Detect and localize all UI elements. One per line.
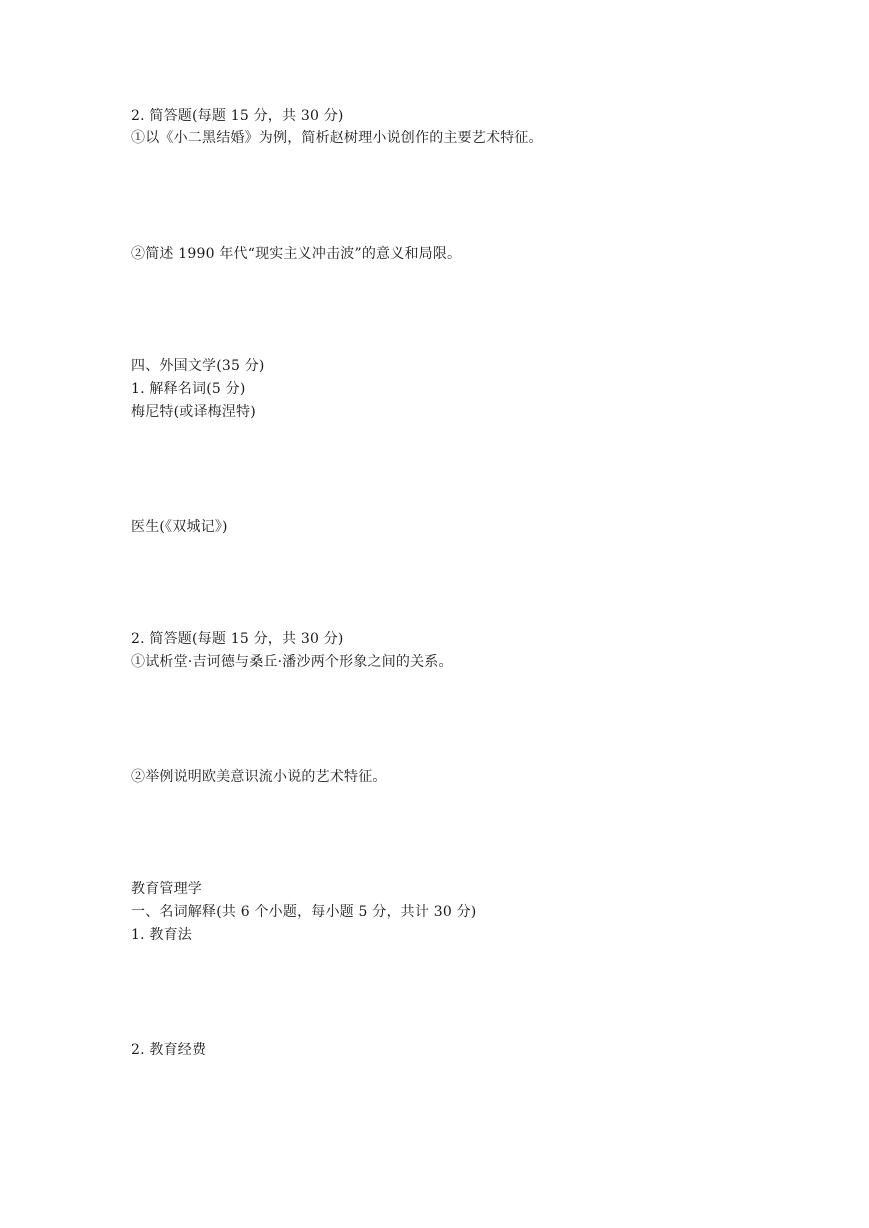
- question-stream-of-consciousness: ②举例说明欧美意识流小说的艺术特征。: [131, 769, 387, 785]
- section-heading-short-answer-2: 2. 简答题(每题 15 分，共 30 分): [131, 631, 344, 647]
- term-manette: 梅尼特(或译梅涅特): [131, 404, 256, 420]
- section-heading-foreign-literature: 四、外国文学(35 分): [131, 358, 265, 374]
- section-heading-term-explanation: 一、名词解释(共 6 个小题，每小题 5 分，共计 30 分): [131, 904, 477, 920]
- question-don-quixote: ①试析堂·吉诃德与桑丘·潘沙两个形象之间的关系。: [131, 654, 453, 670]
- section-heading-short-answer: 2. 简答题(每题 15 分，共 30 分): [131, 108, 344, 124]
- subsection-heading-term-explanation: 1. 解释名词(5 分): [131, 381, 246, 397]
- term-education-law: 1. 教育法: [131, 927, 193, 943]
- term-doctor: 医生(《双城记》): [131, 519, 228, 535]
- question-zhao-shuli: ①以《小二黑结婚》为例，简析赵树理小说创作的主要艺术特征。: [131, 130, 543, 146]
- term-education-funding: 2. 教育经费: [131, 1042, 207, 1058]
- question-realism-wave: ②简述 1990 年代“现实主义冲击波”的意义和局限。: [131, 246, 462, 262]
- subject-heading-education-management: 教育管理学: [131, 881, 202, 897]
